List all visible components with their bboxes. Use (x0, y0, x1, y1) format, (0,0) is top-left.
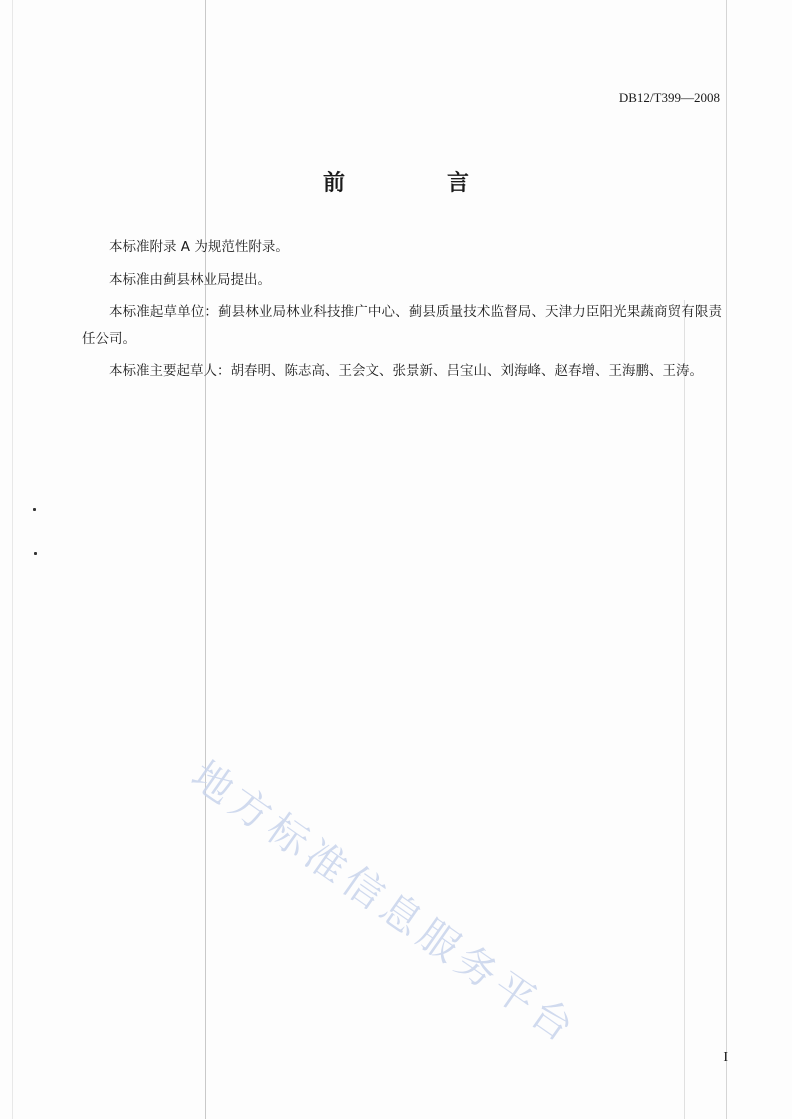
paragraph-appendix: 本标准附录 A 为规范性附录。 (109, 239, 289, 255)
page-number: I (723, 1050, 728, 1065)
paragraph-proposer: 本标准由蓟县林业局提出。 (109, 271, 271, 288)
scan-artifact-line (684, 300, 685, 1119)
scan-artifact-dot (34, 552, 37, 555)
paragraph-drafters: 本标准主要起草人：胡春明、陈志高、王会文、张景新、吕宝山、刘海峰、赵春增、王海鹏、王涛。 (109, 363, 703, 379)
page-title: 前 言 (322, 171, 509, 196)
watermark: 地方标准信息服务平台 (182, 752, 586, 1055)
document-number: DB12/T399—2008 (618, 90, 720, 105)
body-text (82, 234, 722, 391)
scan-artifact-dot (33, 508, 36, 511)
paragraph-drafting-units: 本标准起草单位：蓟县林业局林业科技推广中心、蓟县质量技术监督局、天津力臣阳光果蔬商贸有限责任公司。 (82, 304, 722, 347)
